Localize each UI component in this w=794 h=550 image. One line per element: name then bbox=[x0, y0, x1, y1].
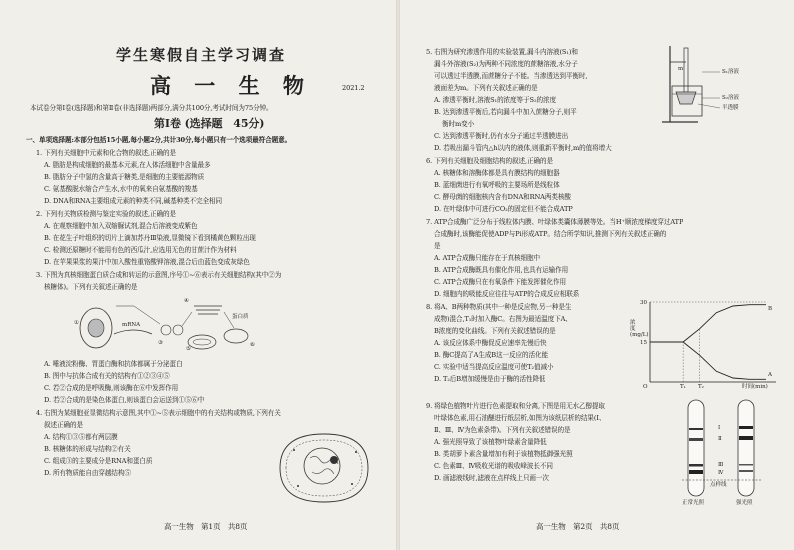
q2-stem: 2. 下列有关物质检测与鉴定实验的叙述,正确的是 bbox=[36, 210, 176, 218]
q8-stem-cont: B浓度的变化曲线。下列有关叙述错误的是 bbox=[434, 327, 556, 335]
fig5-label: S₂溶液 bbox=[722, 95, 739, 101]
q8-option: C. 实验中适当提高反应温度可使T₂值减小 bbox=[434, 363, 554, 371]
q4-option: D. 所有物质能自由穿越结构⑤ bbox=[44, 469, 131, 477]
q1-option: C. 氨基酸脱水缩合产生水,水中的氧来自氨基酸的羧基 bbox=[44, 185, 198, 193]
q4-option: B. 核糖体的形成与结构②有关 bbox=[44, 445, 131, 453]
q7-option: A. ATP合成酶只能存在于真核细胞中 bbox=[434, 254, 541, 262]
q1-option: B. 脂肪分子中氢的含量高于糖类,是细胞的主要能源物质 bbox=[44, 173, 205, 181]
q6-option: B. 蓝细菌进行有氧呼吸的主要场所是线粒体 bbox=[434, 181, 560, 189]
q3-option: D. 若②合成的是染色体蛋白,则该蛋白会运送到①⑤⑥中 bbox=[44, 396, 205, 404]
chart-ytick: 15 bbox=[640, 340, 647, 346]
q5-option: C. 达到渗透平衡时,仍有水分子通过半透膜进出 bbox=[434, 132, 569, 140]
osmosis-apparatus-figure bbox=[658, 42, 780, 126]
section-title: 第Ⅰ卷 (选择题 45分) bbox=[154, 117, 265, 130]
page-fold bbox=[396, 0, 400, 550]
chart-origin: O bbox=[643, 384, 648, 390]
fig1-label: ④ bbox=[184, 298, 189, 304]
section-notice: 一、单项选择题:本部分包括15小题,每小题2分,共计30分,每小题只有一个选项最符合题意。 bbox=[26, 136, 292, 144]
q2-option: B. 在花生子叶组织的切片上滴加苏丹Ⅲ染液,显微镜下看到橘黄色颗粒出现 bbox=[44, 234, 256, 242]
right-page bbox=[402, 0, 790, 550]
concentration-chart bbox=[630, 296, 782, 400]
fig9-band-label: Ⅲ bbox=[718, 462, 724, 468]
q9-option: D. 画滤液线时,滤液在点样线上只画一次 bbox=[434, 474, 549, 482]
chromatography-figure bbox=[678, 398, 782, 510]
q8-stem: 8. 将A、B两种物质(其中一种是反应物,另一种是生 bbox=[426, 303, 572, 311]
q4-stem-cont: 叙述正确的是 bbox=[44, 421, 83, 429]
exam-title: 学生寒假自主学习调查 bbox=[116, 46, 287, 64]
q5-option: B. 达到渗透平衡后,若向漏斗中加入蔗糖分子,则平 bbox=[434, 108, 577, 116]
q5-option: A. 渗透平衡时,溶液S₁的浓度等于S₂的浓度 bbox=[434, 96, 556, 104]
q7-option: D. 细胞内的吸能反应往往与ATP的合成反应相联系 bbox=[434, 290, 580, 298]
fig1-label: mRNA bbox=[122, 322, 141, 328]
subject-title: 高 一 生 物 bbox=[150, 74, 312, 98]
q8-option: D. T₂后B增加缓慢是由于酶的活性降低 bbox=[434, 375, 546, 383]
exam-date: 2021.2 bbox=[342, 84, 365, 92]
fig1-label: ⑤ bbox=[186, 346, 191, 352]
q5-option: D. 若吸出漏斗管内△h以内的液体,则重新平衡时,m的值将增大 bbox=[434, 144, 612, 152]
fig1-label: ③ bbox=[158, 340, 163, 346]
fig9-band-label: Ⅳ bbox=[718, 470, 724, 476]
q3-stem-cont: 核糖体)。下列有关叙述正确的是 bbox=[44, 283, 138, 291]
q3-stem: 3. 下图为真核细胞蛋白质合成和转运的示意图,序号①~⑥表示有关细胞结构(其中②为 bbox=[36, 271, 282, 279]
q4-option: C. 组成③的主要成分是RNA和蛋白质 bbox=[44, 457, 153, 465]
q3-option: A. 唾液淀粉酶、胃蛋白酶和抗体都属于分泌蛋白 bbox=[44, 360, 183, 368]
q9-stem: 9. 将绿色植物叶片进行色素提取和分离,下图是用无水乙醇提取 bbox=[426, 402, 605, 410]
q8-option: A. 该反应体系中酶促反应速率先慢后快 bbox=[434, 339, 547, 347]
fig9-normal-label: 正常光照 bbox=[682, 500, 705, 506]
chart-series-a-label: A bbox=[768, 372, 772, 378]
q4-option: A. 结构①③⑤都有两层膜 bbox=[44, 433, 118, 441]
intro-text: 本试卷分第Ⅰ卷(选择题)和第Ⅱ卷(非选择题)两部分,满分共100分,考试时间为75分钟。 bbox=[30, 104, 273, 112]
q6-option: A. 核糖体和溶酶体都是具有膜结构的细胞器 bbox=[434, 169, 560, 177]
fig9-dot-label: 点样线 bbox=[710, 482, 727, 488]
fig9-strong-label: 强光照 bbox=[736, 500, 753, 506]
q9-stem-cont: Ⅱ、Ⅲ、Ⅳ为色素条带)。下列有关叙述错误的是 bbox=[434, 426, 571, 434]
q3-option: C. 若②合成的是呼吸酶,则该酶在⑥中发挥作用 bbox=[44, 384, 179, 392]
q7-option: B. ATP合成酶既具有催化作用,也具有运输作用 bbox=[434, 266, 569, 274]
q1-stem: 1. 下列有关细胞中元素和化合物的叙述,正确的是 bbox=[36, 149, 176, 157]
chart-t1: T₁ bbox=[680, 384, 686, 390]
series-line-a bbox=[650, 342, 766, 379]
q7-stem-cont: 合成酶时,该酶能促使ADP与Pi形成ATP。结合所学知识,推测下列有关叙述正确的 bbox=[434, 230, 667, 238]
q8-stem-cont: 成物)混合,T₁时加入酶C。右图为最适温度下A、 bbox=[434, 315, 572, 323]
q2-option: A. 在观察细胞中加入双缩脲试剂,混合后溶液变成紫色 bbox=[44, 222, 198, 230]
q4-stem: 4. 右图为某细胞亚显微结构示意图,其中①~⑤表示细胞中的有关结构或物质,下列有关 bbox=[36, 409, 281, 417]
q7-option: C. ATP合成酶只在有氧条件下能发挥催化作用 bbox=[434, 278, 567, 286]
q3-option: B. 图中与抗体合成有关的结构有①②③④⑤ bbox=[44, 372, 170, 380]
series-line-b bbox=[650, 305, 766, 342]
chart-t2: T₂ bbox=[698, 384, 704, 390]
chart-ytick: 30 bbox=[640, 300, 647, 306]
q9-stem-cont: 叶绿体色素,用石油醚进行纸层析,如图为该纸层析的结果(Ⅰ、 bbox=[434, 414, 606, 422]
fig5-label: m bbox=[678, 66, 684, 72]
right-footer: 高一生物 第2页 共8页 bbox=[536, 522, 620, 531]
left-footer: 高一生物 第1页 共8页 bbox=[164, 522, 248, 531]
q1-option: D. DNA和RNA主要组成元素的种类不同,碱基种类不完全相同 bbox=[44, 197, 223, 205]
fig9-band-label: Ⅰ bbox=[718, 425, 721, 431]
q8-option: B. 酶C提高了A生成B这一反应的活化能 bbox=[434, 351, 549, 359]
cell-structure-figure bbox=[272, 428, 376, 506]
q7-stem-cont: 是 bbox=[434, 242, 441, 250]
q1-option: A. 脂肪是构成细胞的最基本元素,在人体活细胞中含量最多 bbox=[44, 161, 211, 169]
fig1-label: 蛋白质 bbox=[232, 314, 249, 320]
q7-stem: 7. ATP合成酶广泛分布于线粒体内膜、叶绿体类囊体薄膜等处。当H⁺顺浓度梯度穿过ATP bbox=[426, 218, 684, 226]
protein-synthesis-figure bbox=[74, 296, 264, 356]
q2-option: C. 检测还原糖时不能用有色的西瓜汁,应选用无色的甘蔗汁作为材料 bbox=[44, 246, 237, 254]
chart-ylabel: 浓度(mg/L) bbox=[630, 320, 649, 338]
q2-option: D. 在苹果果浆的果汁中加入酸性重铬酸钾溶液,混合后由蓝色变成灰绿色 bbox=[44, 258, 250, 266]
fig9-band-label: Ⅱ bbox=[718, 436, 722, 442]
chart-series-b-label: B bbox=[768, 306, 773, 312]
fig1-label: ⑥ bbox=[250, 342, 255, 348]
chart-xlabel: 时间(min) bbox=[742, 384, 768, 390]
q6-stem: 6. 下列有关细胞及细胞结构的叙述,正确的是 bbox=[426, 157, 553, 165]
q9-option: A. 强光照导致了该植物叶绿素含量降低 bbox=[434, 438, 547, 446]
left-page bbox=[4, 0, 394, 550]
fig1-label: ① bbox=[74, 320, 79, 326]
fig5-label: 半透膜 bbox=[722, 105, 739, 111]
q6-option: D. 在叶绿体中可进行CO₂的固定但不能合成ATP bbox=[434, 205, 573, 213]
q5-stem-cont: 可以透过半透膜,而蔗糖分子不能。当渗透达到平衡时, bbox=[434, 72, 588, 80]
q9-option: B. 类胡萝卜素含量增加有利于该植物抵御强光照 bbox=[434, 450, 573, 458]
q6-option: C. 酵母菌的细胞核内含有DNA和RNA两类核酸 bbox=[434, 193, 571, 201]
q5-stem-cont: 液面差为m。下列有关叙述正确的是 bbox=[434, 84, 538, 92]
fig5-label: S₁溶液 bbox=[722, 69, 739, 75]
q5-stem-cont: 漏斗外溶液(S₂)为两种不同浓度的蔗糖溶液,水分子 bbox=[434, 60, 578, 68]
q5-stem: 5. 右图为研究渗透作用的实验装置,漏斗内溶液(S₁)和 bbox=[426, 48, 578, 56]
q5-option-cont: 衡时m变小 bbox=[442, 120, 475, 128]
q9-option: C. 色素Ⅲ、Ⅳ吸收光谱的吸收峰波长不同 bbox=[434, 462, 553, 470]
